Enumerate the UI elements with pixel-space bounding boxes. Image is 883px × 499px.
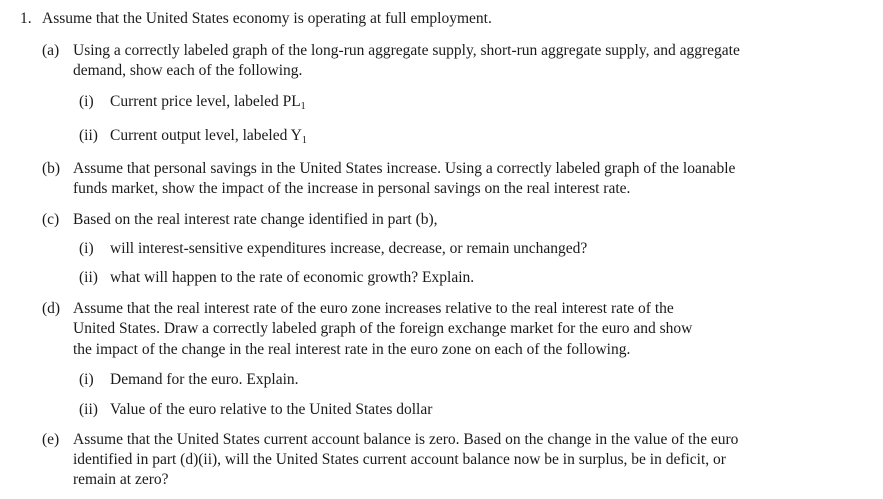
- part-d-ii-text: Value of the euro relative to the United States dollar: [110, 401, 433, 418]
- part-d-label: (d): [42, 300, 61, 317]
- part-c-line-1: Based on the real interest rate change identified in part (b),: [73, 211, 438, 228]
- part-d-i-text: Demand for the euro. Explain.: [110, 371, 299, 388]
- question-stem: Assume that the United States economy is operating at full employment.: [42, 10, 492, 27]
- part-d-line-2: United States. Draw a correctly labeled graph of the foreign exchange market for the euro and show: [73, 320, 693, 337]
- part-a-line-2: demand, show each of the following.: [73, 62, 303, 79]
- part-a-ii-text: [110, 126, 307, 146]
- part-c-ii-text: what will happen to the rate of economic growth? Explain.: [110, 269, 475, 286]
- part-d-line-1: Assume that the real interest rate of the euro zone increases relative to the real interest rate of the: [73, 300, 674, 317]
- part-a-line-1: Using a correctly labeled graph of the long-run aggregate supply, short-run aggregate supply, and aggregate: [73, 42, 740, 59]
- part-d-i-label: (i): [79, 371, 94, 388]
- part-e-label: (e): [42, 431, 60, 448]
- part-e-line-2: identified in part (d)(ii), will the United States current account balance now be in surplus, be in deficit, or: [73, 451, 726, 468]
- part-a-i-text: [110, 92, 306, 112]
- part-a-i-subscript: 1: [300, 101, 306, 112]
- part-b-line-1: Assume that personal savings in the United States increase. Using a correctly labeled graph of the loanable: [73, 160, 736, 177]
- part-d-ii-label: (ii): [79, 401, 98, 418]
- question-number: 1.: [20, 10, 32, 27]
- part-c-i-text: will interest-sensitive expenditures increase, decrease, or remain unchanged?: [110, 240, 588, 257]
- part-e-line-1: Assume that the United States current account balance is zero. Based on the change in the value of the euro: [73, 431, 739, 448]
- part-c-label: (c): [42, 211, 60, 228]
- part-a-i-label: (i): [79, 93, 94, 110]
- part-b-label: (b): [42, 160, 61, 177]
- part-a-ii-subscript: 1: [301, 135, 307, 146]
- part-e-line-3: remain at zero?: [73, 471, 169, 488]
- part-c-ii-label: (ii): [79, 269, 98, 286]
- part-a-ii-label: (ii): [79, 127, 98, 144]
- part-d-line-3: the impact of the change in the real interest rate in the euro zone on each of the following.: [73, 341, 631, 358]
- part-a-i-text-main: Current price level, labeled PL: [110, 93, 301, 110]
- part-c-i-label: (i): [79, 240, 94, 257]
- part-b-line-2: funds market, show the impact of the increase in personal savings on the real interest rate.: [73, 180, 631, 197]
- part-a-ii-text-main: Current output level, labeled Y: [110, 127, 302, 144]
- part-a-label: (a): [42, 42, 60, 59]
